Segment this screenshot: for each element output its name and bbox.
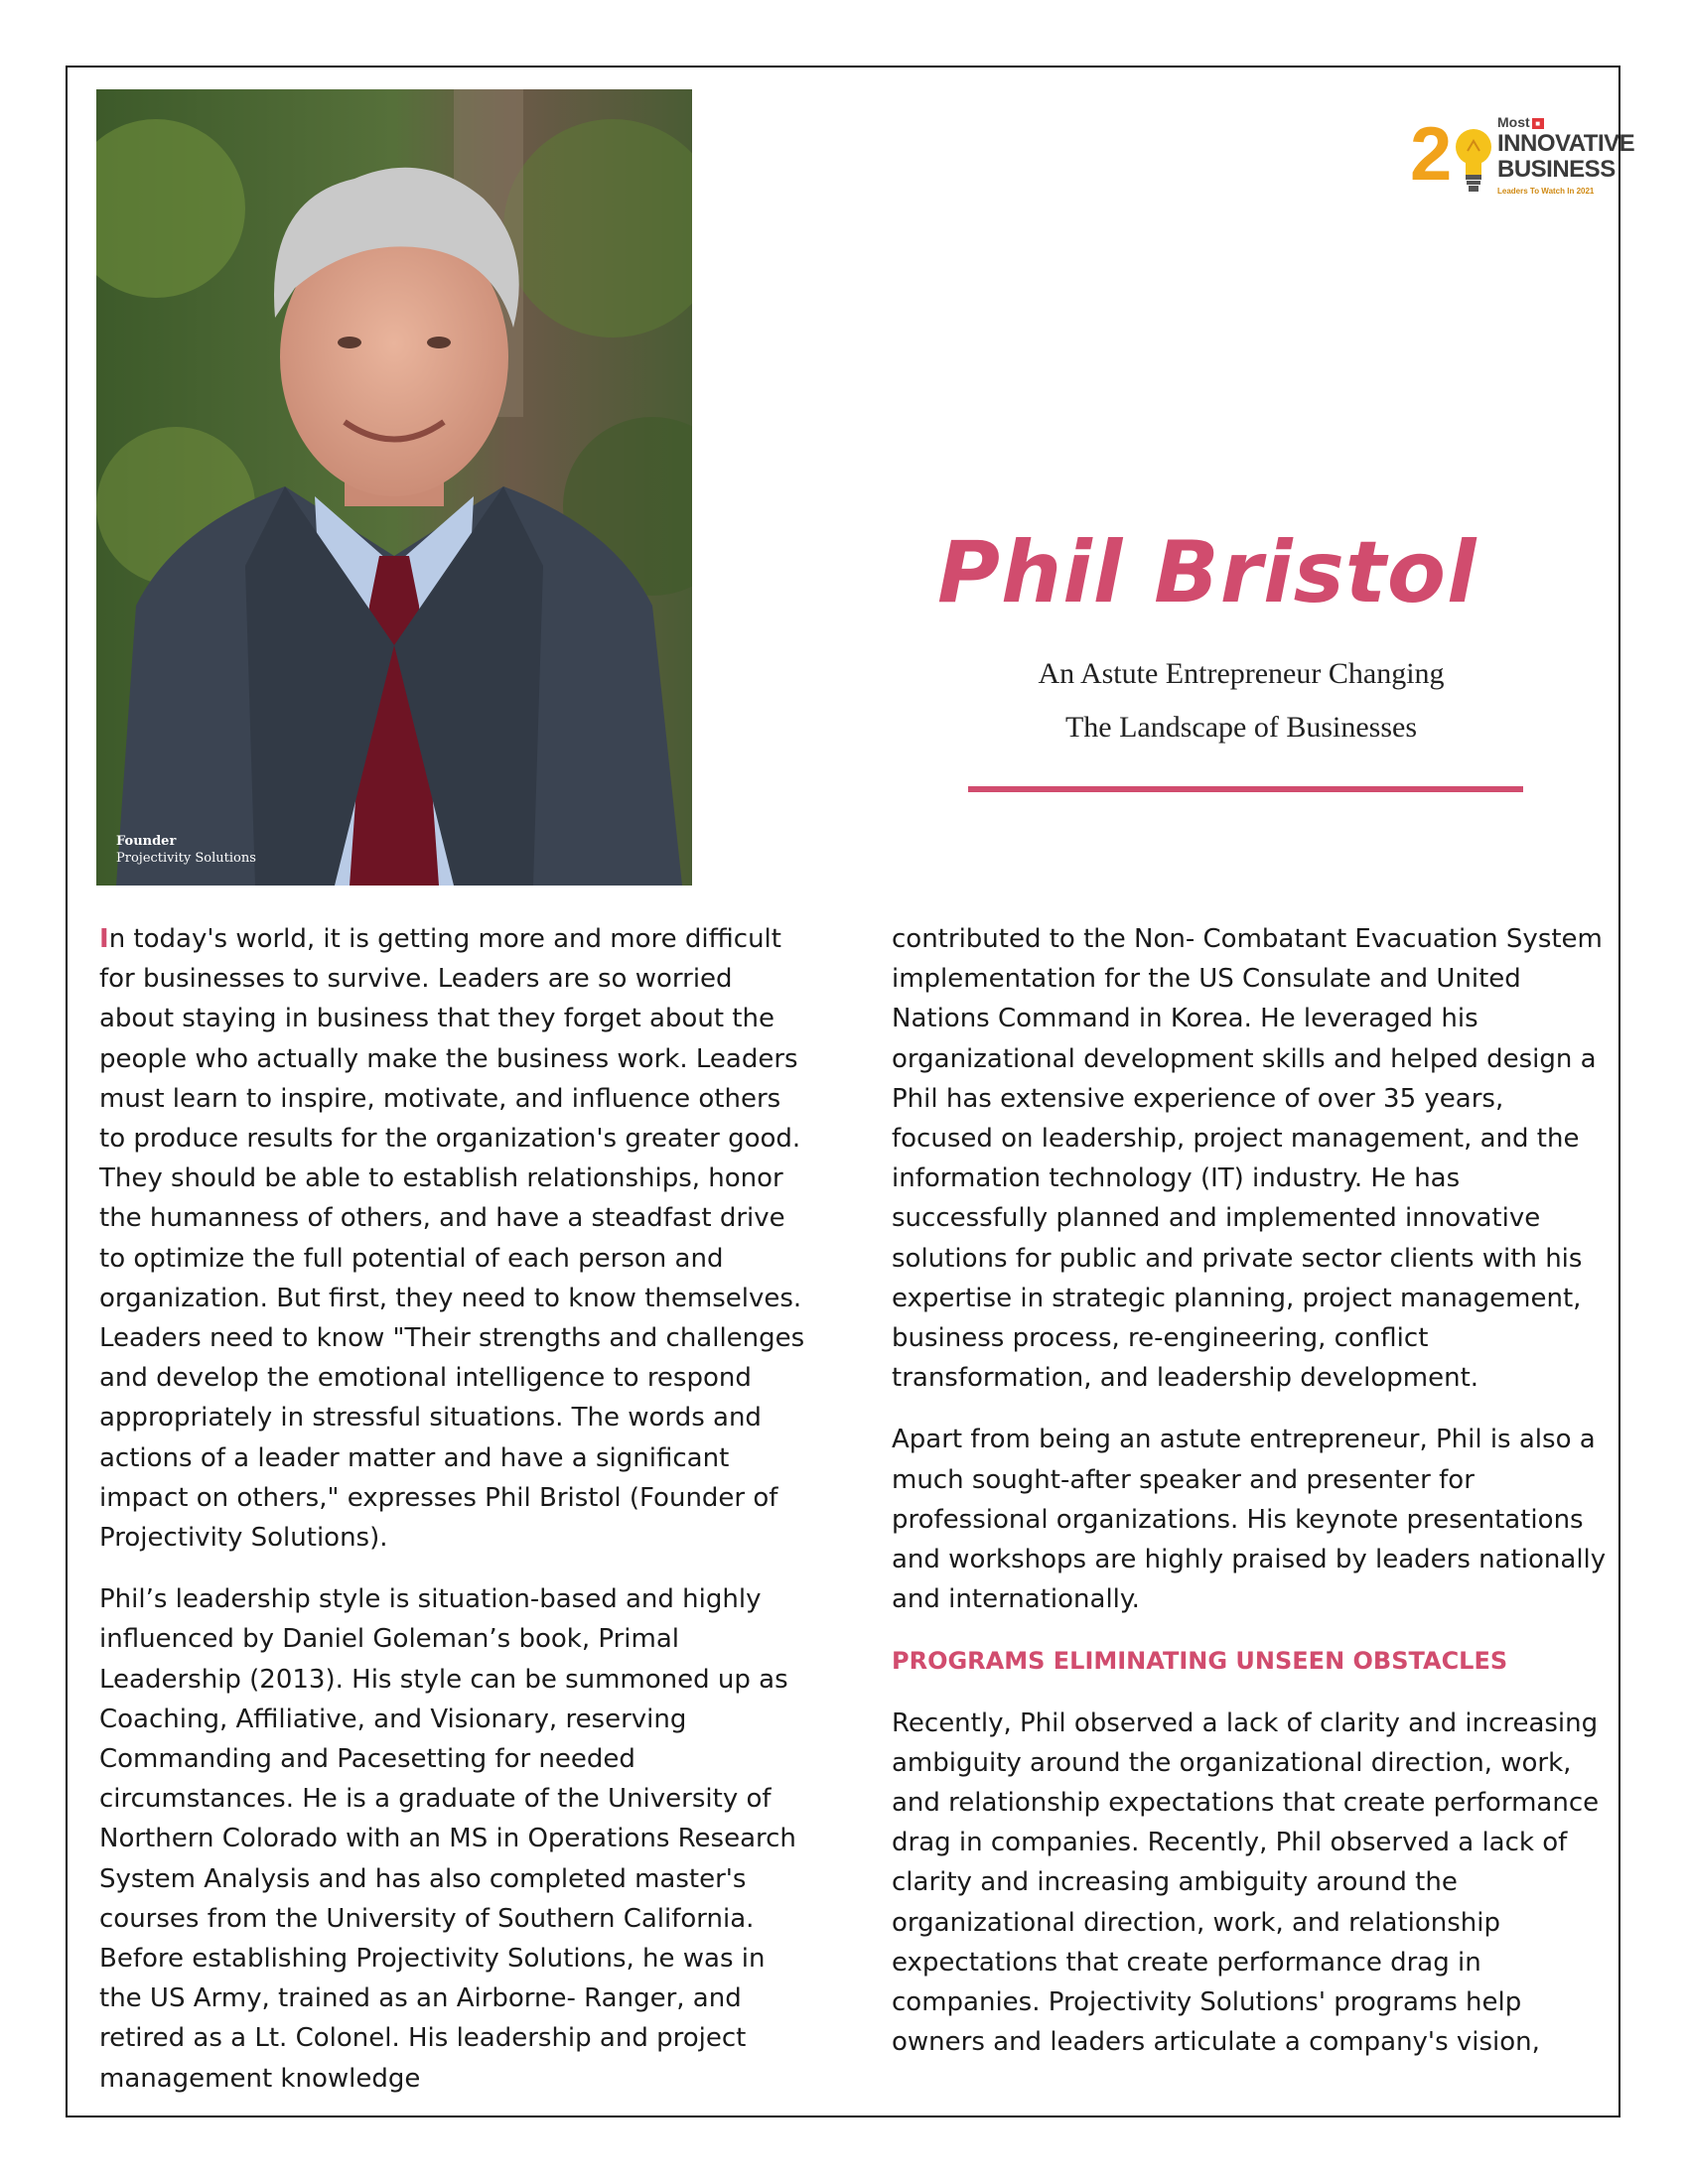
caption-role: Founder <box>116 833 177 849</box>
article-paragraph: Recently, Phil observed a lack of clarity and increasing ambiguity around the organizational direction, work, and relationship expectations that create performance drag in companies. Recently, Phil observed a lack of clarity and increasing ambiguity around the organizational direction, work, and relationship expectations that create performance drag in companies. Projectivity Solutions' programs help owners and leaders articulate a company's vision, <box>892 1707 1600 2058</box>
logo-line-innovative: INNOVATIVE <box>1497 130 1635 157</box>
article-paragraph: Phil’s leadership style is situation-based and highly influenced by Daniel Goleman’s book, Primal Leadership (2013). His style can be summoned up as Coaching, Affiliative, and Visionary, reserving Commanding and Pacesetting for needed circumstances. He is a graduate of the University of Northern Colorado with an MS in Operations Research System Analysis and has also completed master's courses from the University of Southern California. Before establishing Projectivity Solutions, he was in the US Army, trained as an Airborne- Ranger, and retired as a Lt. Colonel. His leadership and project management knowledge <box>99 1584 796 2094</box>
portrait-illustration <box>96 89 692 886</box>
profile-subtitle <box>968 647 1514 754</box>
logo-number: 2 <box>1410 112 1453 197</box>
title-divider <box>968 786 1523 792</box>
logo-most <box>1497 115 1544 129</box>
profile-name: Phil Bristol <box>937 523 1477 622</box>
logo-line-business: BUSINESS <box>1497 156 1616 183</box>
article-column-right <box>892 919 1607 2084</box>
subtitle-line-1: An Astute Entrepreneur Changing <box>1038 657 1445 690</box>
subtitle-line-2: The Landscape of Businesses <box>1064 711 1418 744</box>
lightbulb-icon <box>1454 125 1493 199</box>
paragraph-text: n today's world, it is getting more and more difficult for businesses to survive. Leaders are so worried about staying in business that they forget about the people who actually make the business work. Leaders must learn to inspire, motivate, and influence others to produce results for the organization's greater good. They should be able to establish relationships, honor the humanness of others, and have a steadfast drive to optimize the full potential of each person and organization. But first, they need to know themselves. Leaders need to know "Their strengths and challenges and develop the emotional intelligence to respond appropriately in stressful situations. The words and actions of a leader matter and have a significant impact on others," expresses Phil Bristol (Founder of Projectivity Solutions). <box>99 924 805 1554</box>
article-column-left <box>99 919 814 2120</box>
logo-tagline: Leaders To Watch In 2021 <box>1497 187 1595 196</box>
caption-organization: Projectivity Solutions <box>116 851 256 867</box>
photo-caption <box>116 833 256 868</box>
innovative-business-logo <box>1410 112 1635 201</box>
article-paragraph: Apart from being an astute entrepreneur, Phil is also a much sought-after speaker and presenter for professional organizations. His keynote presentations and workshops are highly praised by leaders nationally and internationally. <box>892 1425 1607 1615</box>
founder-portrait-photo <box>96 89 692 886</box>
logo-badge-icon: ■ <box>1532 118 1544 129</box>
section-heading: PROGRAMS ELIMINATING UNSEEN OBSTACLES <box>892 1647 1508 1676</box>
logo-most-text: Most <box>1497 114 1530 130</box>
article-paragraph <box>99 919 814 1558</box>
article-paragraph: contributed to the Non- Combatant Evacuation System implementation for the US Consulate and United Nations Command in Korea. He leveraged his organizational development skills and helped design a Phil has extensive experience of over 35 years, focused on leadership, project management, and the information technology (IT) industry. He has successfully planned and implemented innovative solutions for public and private sector clients with his expertise in strategic planning, project management, business process, re-engineering, conflict transformation, and leadership development. <box>892 924 1603 1394</box>
drop-cap: I <box>99 924 109 954</box>
